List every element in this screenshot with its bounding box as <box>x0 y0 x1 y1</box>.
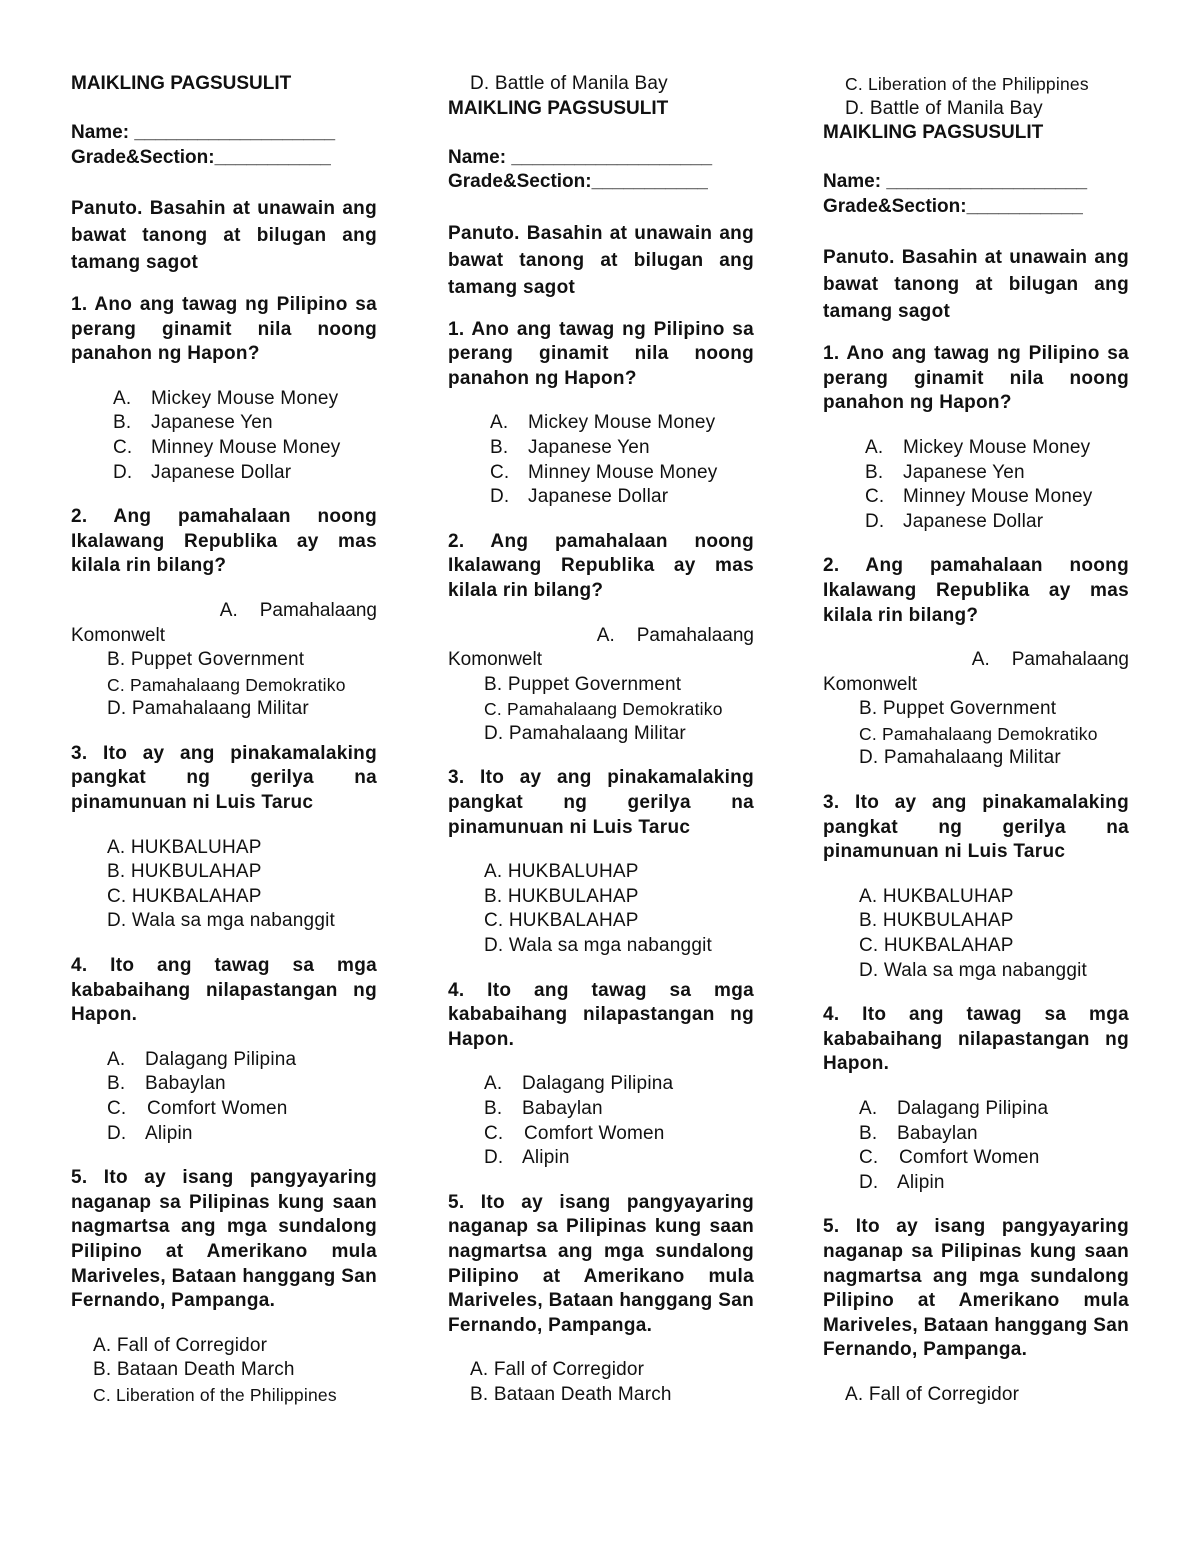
quiz-title: MAIKLING PAGSUSULIT <box>448 97 669 119</box>
q5-option-d-continued[interactable]: D. Battle of Manila Bay <box>470 73 668 94</box>
question-1: 1. Ano ang tawag ng Pilipino sa perang ginamit nila noong panahon ng Hapon? <box>71 293 377 365</box>
quiz-column-1 <box>71 72 377 1408</box>
question-3: 3. Ito ay ang pinakamalaking pangkat ng gerilya na pinamunuan ni Luis Taruc <box>71 742 377 814</box>
q2-option-c[interactable]: C. Pamahalaang Demokratiko <box>859 723 1098 744</box>
q3-option-a[interactable]: A. HUKBALUHAP <box>107 836 262 858</box>
q2-option-a[interactable]: A. Pamahalaang <box>596 624 754 646</box>
quiz-column-2 <box>448 72 754 1408</box>
quiz-column-3 <box>823 72 1129 1408</box>
q2-option-b[interactable]: B. Puppet Government <box>859 698 1057 720</box>
q5-option-b[interactable]: B. Bataan Death March <box>470 1383 672 1405</box>
q1-option-d[interactable]: D. Japanese Dollar <box>113 461 292 483</box>
q2-option-a-cont: Komonwelt <box>71 624 165 646</box>
question-5: 5. Ito ay isang pangyayaring naganap sa Pilipinas kung saan nagmartsa ang mga sundalong Pilipino at Amerikano mula Mariveles, Bataan hanggang San Fernando, Pampanga. <box>448 1191 754 1336</box>
question-3: 3. Ito ay ang pinakamalaking pangkat ng gerilya na pinamunuan ni Luis Taruc <box>448 767 754 838</box>
instructions: Panuto. Basahin at unawain ang bawat tanong at bilugan ang tamang sagot <box>71 197 377 273</box>
grade-section-field[interactable]: Grade&Section:___________ <box>823 195 1083 217</box>
q5-option-b[interactable]: B. Bataan Death March <box>93 1359 295 1381</box>
q2-option-b[interactable]: B. Puppet Government <box>107 649 305 671</box>
q5-option-a[interactable]: A. Fall of Corregidor <box>845 1383 1020 1405</box>
q1-option-c[interactable]: C. Minney Mouse Money <box>113 436 341 458</box>
q1-option-c[interactable]: C. Minney Mouse Money <box>490 461 718 483</box>
q1-option-b[interactable]: B. Japanese Yen <box>490 436 650 458</box>
quiz-title: MAIKLING PAGSUSULIT <box>71 73 292 94</box>
q3-option-d[interactable]: D. Wala sa mga nabanggit <box>859 959 1087 981</box>
q4-option-b[interactable]: B. Babaylan <box>859 1122 978 1144</box>
q3-option-d[interactable]: D. Wala sa mga nabanggit <box>484 935 712 957</box>
name-field[interactable]: Name: ___________________ <box>448 146 713 168</box>
question-5: 5. Ito ay isang pangyayaring naganap sa Pilipinas kung saan nagmartsa ang mga sundalong Pilipino at Amerikano mula Mariveles, Bataan hanggang San Fernando, Pampanga. <box>71 1167 377 1312</box>
q2-option-c[interactable]: C. Pamahalaang Demokratiko <box>107 674 346 695</box>
q2-option-a-cont: Komonwelt <box>823 673 917 695</box>
q1-option-d[interactable]: D. Japanese Dollar <box>865 510 1044 532</box>
q5-option-a[interactable]: A. Fall of Corregidor <box>93 1334 268 1356</box>
q4-option-a[interactable]: A. Dalagang Pilipina <box>107 1048 297 1070</box>
q4-option-d[interactable]: D. Alipin <box>107 1122 193 1144</box>
grade-section-field[interactable]: Grade&Section:___________ <box>448 171 708 193</box>
q4-option-d[interactable]: D. Alipin <box>484 1147 570 1169</box>
q3-option-c[interactable]: C. HUKBALAHAP <box>107 885 262 907</box>
q2-option-d[interactable]: D. Pamahalaang Militar <box>484 722 686 744</box>
q3-option-c[interactable]: C. HUKBALAHAP <box>859 935 1014 957</box>
q2-option-c[interactable]: C. Pamahalaang Demokratiko <box>484 699 723 720</box>
q4-option-c[interactable]: C. Comfort Women <box>107 1098 288 1119</box>
q4-option-c[interactable]: C. Comfort Women <box>484 1122 665 1144</box>
instructions: Panuto. Basahin at unawain ang bawat tanong at bilugan ang tamang sagot <box>448 222 754 298</box>
question-1: 1. Ano ang tawag ng Pilipino sa perang ginamit nila noong panahon ng Hapon? <box>448 318 754 389</box>
q2-option-d[interactable]: D. Pamahalaang Militar <box>859 747 1061 769</box>
q4-option-a[interactable]: A. Dalagang Pilipina <box>859 1098 1049 1119</box>
question-4: 4. Ito ang tawag sa mga kababaihang nilapastangan ng Hapon. <box>823 1004 1129 1075</box>
q3-option-b[interactable]: B. HUKBULAHAP <box>484 885 639 907</box>
q4-option-c[interactable]: C. Comfort Women <box>859 1147 1040 1169</box>
name-field[interactable]: Name: ___________________ <box>823 171 1088 193</box>
q2-option-a-cont: Komonwelt <box>448 649 542 671</box>
question-5: 5. Ito ay isang pangyayaring naganap sa Pilipinas kung saan nagmartsa ang mga sundalong Pilipino at Amerikano mula Mariveles, Bataan hanggang San Fernando, Pampanga. <box>823 1216 1129 1361</box>
q1-option-a[interactable]: A. Mickey Mouse Money <box>490 412 716 434</box>
question-4: 4. Ito ang tawag sa mga kababaihang nilapastangan ng Hapon. <box>71 955 377 1026</box>
q5-option-c[interactable]: C. Liberation of the Philippines <box>93 1384 337 1405</box>
q1-option-a[interactable]: A. Mickey Mouse Money <box>865 436 1091 458</box>
q5-option-a[interactable]: A. Fall of Corregidor <box>470 1359 645 1381</box>
instructions: Panuto. Basahin at unawain ang bawat tanong at bilugan ang tamang sagot <box>823 247 1129 323</box>
q3-option-a[interactable]: A. HUKBALUHAP <box>484 861 639 883</box>
q2-option-b[interactable]: B. Puppet Government <box>484 673 682 695</box>
q4-option-b[interactable]: B. Babaylan <box>484 1098 603 1119</box>
q4-option-d[interactable]: D. Alipin <box>859 1171 945 1193</box>
q3-option-b[interactable]: B. HUKBULAHAP <box>107 861 262 883</box>
question-1: 1. Ano ang tawag ng Pilipino sa perang ginamit nila noong panahon ng Hapon? <box>823 343 1129 414</box>
q1-option-a[interactable]: A. Mickey Mouse Money <box>113 387 339 409</box>
grade-section-field[interactable]: Grade&Section:___________ <box>71 146 331 168</box>
question-4: 4. Ito ang tawag sa mga kababaihang nilapastangan ng Hapon. <box>448 979 754 1050</box>
q1-option-b[interactable]: B. Japanese Yen <box>113 412 273 434</box>
quiz-title: MAIKLING PAGSUSULIT <box>823 122 1044 144</box>
q2-option-a[interactable]: A. Pamahalaang <box>219 599 377 621</box>
q3-option-a[interactable]: A. HUKBALUHAP <box>859 885 1014 907</box>
q3-option-b[interactable]: B. HUKBULAHAP <box>859 910 1014 932</box>
q5-option-d-continued[interactable]: D. Battle of Manila Bay <box>845 97 1043 119</box>
name-field[interactable]: Name: ___________________ <box>71 122 336 144</box>
question-3: 3. Ito ay ang pinakamalaking pangkat ng gerilya na pinamunuan ni Luis Taruc <box>823 792 1129 863</box>
q2-option-d[interactable]: D. Pamahalaang Militar <box>107 698 309 720</box>
question-2: 2. Ang pamahalaan noong Ikalawang Republika ay mas kilala rin bilang? <box>823 555 1129 626</box>
question-2: 2. Ang pamahalaan noong Ikalawang Republika ay mas kilala rin bilang? <box>448 530 754 601</box>
q3-option-d[interactable]: D. Wala sa mga nabanggit <box>107 910 335 932</box>
q2-option-a[interactable]: A. Pamahalaang <box>971 649 1129 671</box>
question-2: 2. Ang pamahalaan noong Ikalawang Republika ay mas kilala rin bilang? <box>71 506 377 577</box>
q1-option-d[interactable]: D. Japanese Dollar <box>490 486 669 508</box>
q1-option-b[interactable]: B. Japanese Yen <box>865 461 1025 483</box>
q4-option-a[interactable]: A. Dalagang Pilipina <box>484 1073 674 1095</box>
q3-option-c[interactable]: C. HUKBALAHAP <box>484 910 639 932</box>
q1-option-c[interactable]: C. Minney Mouse Money <box>865 486 1093 508</box>
q5-option-c-continued[interactable]: C. Liberation of the Philippines <box>845 74 1089 94</box>
q4-option-b[interactable]: B. Babaylan <box>107 1073 226 1095</box>
